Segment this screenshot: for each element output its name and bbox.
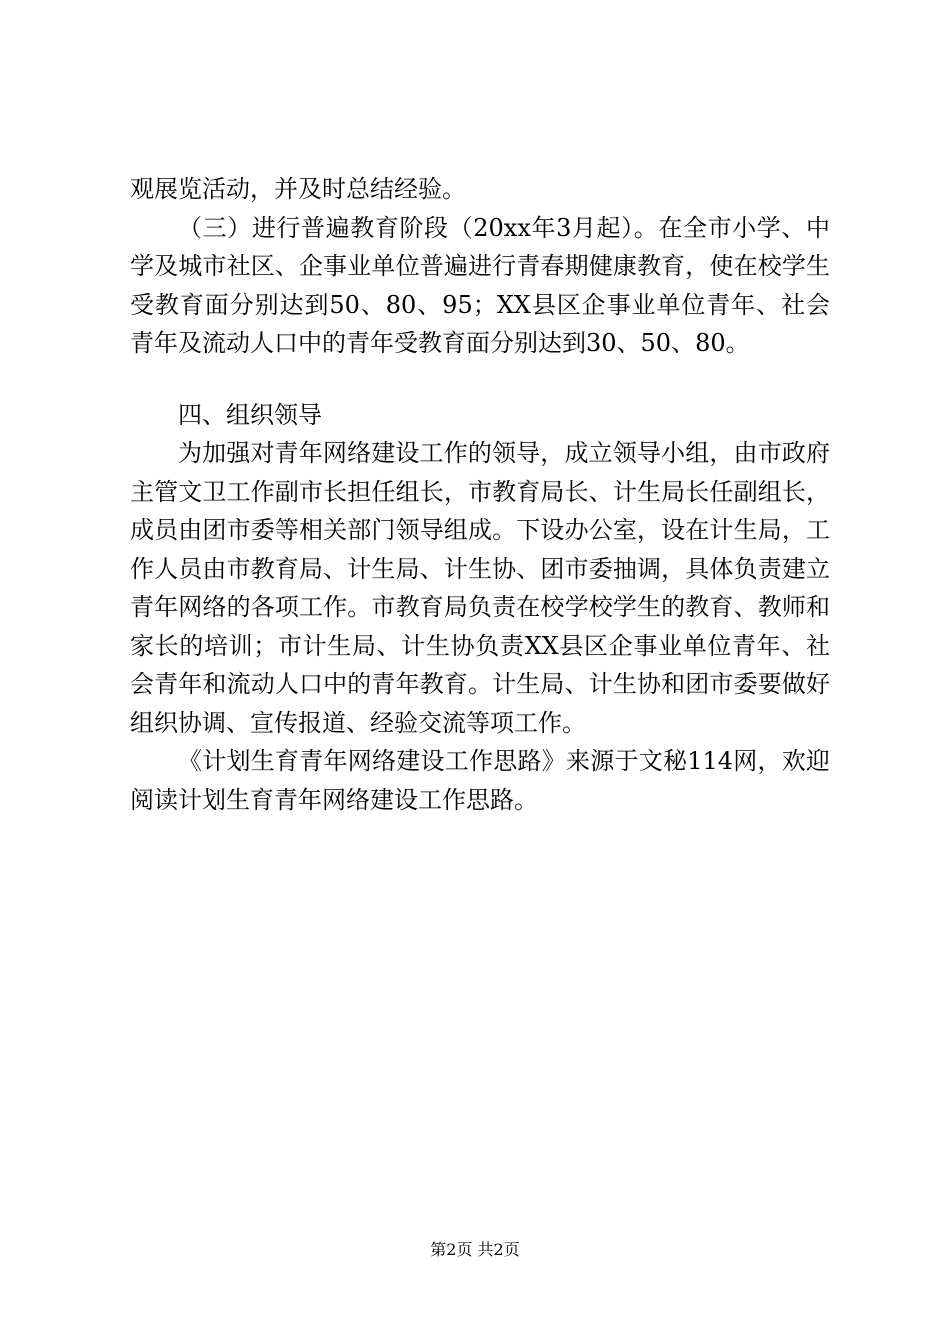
page-footer xyxy=(0,1240,950,1260)
page-number-indicator: 第2页 共2页 xyxy=(430,1240,520,1259)
document-body xyxy=(130,170,830,819)
section-heading-organization: 四、组织领导 xyxy=(178,400,322,429)
paragraph-leadership: 为加强对青年网络建设工作的领导，成立领导小组，由市政府主管文卫工作副市长担任组长，市教育局长、计生局长任副组长，成员由团市委等相关部门领导组成。下设办公室，设在计生局，工作人员由市教育局、计生局、计生协、团市委抽调，具体负责建立青年网络的各项工作。市教育局负责在校学校学生的教育、教师和家长的培训；市计生局、计生协负责XX县区企事业单位青年、社会青年和流动人口中的青年教育。计生局、计生协和团市委要做好组织协调、宣传报道、经验交流等项工作。 xyxy=(130,439,830,737)
paragraph-continuation: 观展览活动，并及时总结经验。 xyxy=(130,175,466,203)
paragraph-source-note: 《计划生育青年网络建设工作思路》来源于文秘114网，欢迎阅读计划生育青年网络建设工作思路。 xyxy=(130,747,830,814)
paragraph-spacer xyxy=(130,363,830,396)
paragraph-stage-three: （三）进行普遍教育阶段（20xx年3月起）。在全市小学、中学及城市社区、企事业单位普遍进行青春期健康教育，使在校学生受教育面分别达到50、80、95；XX县区企事业单位青年、社会青年及流动人口中的青年受教育面分别达到30、50、80。 xyxy=(130,213,830,357)
